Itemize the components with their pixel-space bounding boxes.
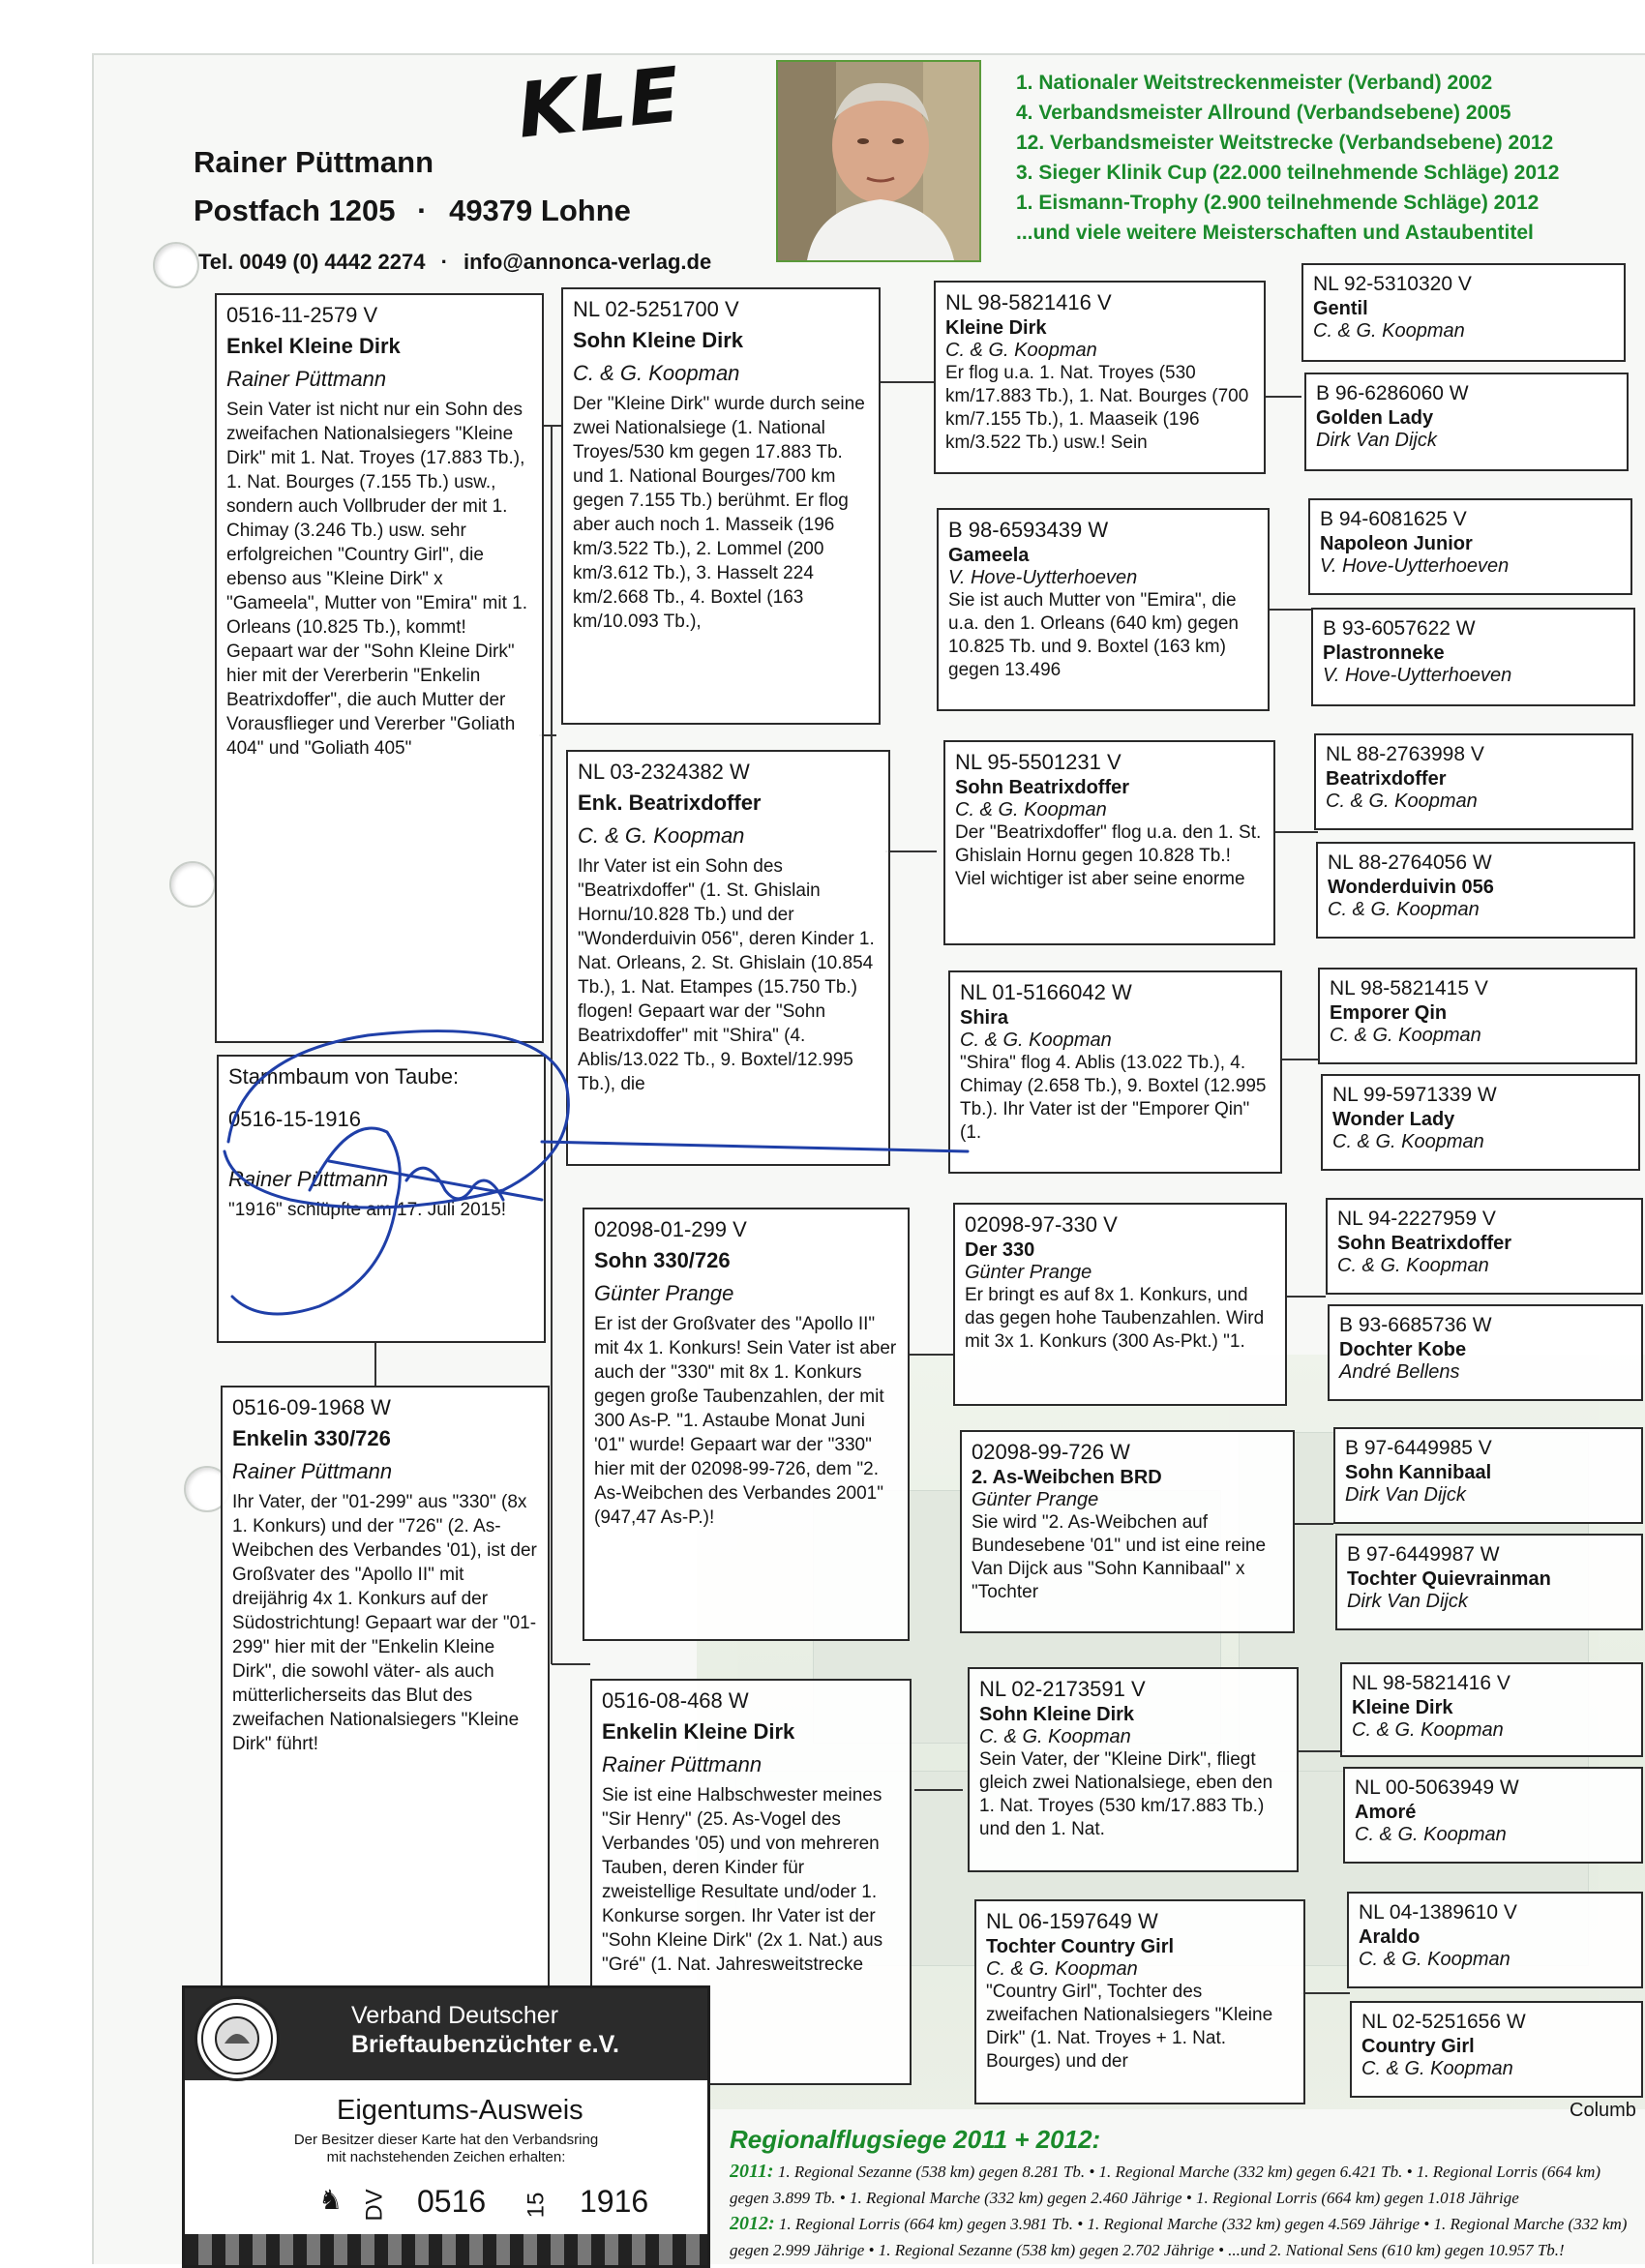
- pigeon-name: Sohn 330/726: [594, 1248, 731, 1272]
- address-postbox: Postfach 1205: [194, 194, 396, 227]
- card-header: [185, 1988, 707, 2080]
- ring-number: 02098-01-299 V: [594, 1217, 747, 1241]
- ring-number: B 93-6057622 W: [1323, 617, 1476, 640]
- breeder-label: C. & G. Koopman: [1326, 791, 1478, 812]
- pigeon-name: Dochter Kobe: [1339, 1339, 1467, 1360]
- pigeon-description: Sie wird "2. As-Weibchen auf Bundesebene '01" und ist eine reine Van Dijck aus "Sohn Kannibaal" x "Tochter: [972, 1512, 1267, 1602]
- pigeon-name: Sohn Kleine Dirk: [573, 328, 744, 352]
- pigeon-name: Der 330: [965, 1239, 1035, 1261]
- pigeon-name: Sohn Kannibaal: [1345, 1462, 1492, 1483]
- pigeon-icon: ♞: [318, 2185, 344, 2215]
- ring-number: NL 06-1597649 W: [986, 1909, 1158, 1933]
- breeder-label: C. & G. Koopman: [1332, 1131, 1484, 1152]
- pigeon-name: Sohn Beatrixdoffer: [1337, 1233, 1512, 1254]
- breeder-label: V. Hove-Uytterhoeven: [948, 567, 1138, 588]
- pigeon-description: Er flog u.a. 1. Nat. Troyes (530 km/17.883 Tb.), 1. Nat. Bourges (700 km/7.155 Tb.), 1. Maaseik (196 km/3.522 Tb.) usw.! Sein: [945, 363, 1249, 453]
- pigeon-name: Enkelin 330/726: [232, 1426, 391, 1450]
- pigeon-description: Er bringt es auf 8x 1. Konkurs, und das gegen hohe Taubenzahlen. Wird mit 3x 1. Konkurs (300 As-Pkt.) "1.: [965, 1285, 1265, 1352]
- pigeon-name: Wonder Lady: [1332, 1109, 1455, 1130]
- handwritten-note: KLE: [513, 51, 686, 156]
- breeder-label: C. & G. Koopman: [573, 361, 740, 385]
- pigeon-name: Enk. Beatrixdoffer: [578, 791, 762, 815]
- ring-number: NL 92-5310320 V: [1313, 273, 1472, 295]
- breeder-label: C. & G. Koopman: [1361, 2058, 1513, 2079]
- breeder-label: C. & G. Koopman: [1337, 1255, 1489, 1276]
- pigeon-name: Sohn Beatrixdoffer: [955, 777, 1130, 798]
- achievement-item: 4. Verbandsmeister Allround (Verbandsebene) 2005: [1016, 102, 1511, 124]
- breeder-label: C. & G. Koopman: [1359, 1949, 1510, 1970]
- ring-number: 0516-08-468 W: [602, 1688, 749, 1713]
- ring-number: 02098-97-330 V: [965, 1212, 1118, 1237]
- pigeon-name: Tochter Country Girl: [986, 1936, 1175, 1957]
- breeder-label: Rainer Püttmann: [602, 1752, 763, 1776]
- pigeon-name: Gentil: [1313, 298, 1368, 319]
- pigeon-description: "Country Girl", Tochter des zweifachen Nationalsiegers "Kleine Dirk" (1. Nat. Troyes + 1. Nat. Bourges) und der: [986, 1982, 1273, 2072]
- ring-number: NL 98-5821415 V: [1330, 977, 1488, 1000]
- address-separator: ·: [417, 194, 428, 227]
- ring-number: NL 99-5971339 W: [1332, 1084, 1497, 1106]
- pigeon-description: Sie ist eine Halbschwester meines "Sir Henry" (25. As-Vogel des Verbandes '05) und von mehreren Tauben, deren Kinder für zweistellige Resultate und/oder 1. Konkurse sorgen. Ihr Vater ist der "Sohn Kleine Dirk" (2x 1. Nat.) aus "Gré" (1. Nat. Jahresweitstrecke: [602, 1785, 883, 1975]
- breeder-label: C. & G. Koopman: [1330, 1025, 1481, 1046]
- contact-separator: ·: [440, 250, 448, 274]
- pigeon-name: Enkel Kleine Dirk: [226, 334, 401, 358]
- pigeon-name: Amoré: [1355, 1802, 1417, 1823]
- pigeon-description: Sein Vater, der "Kleine Dirk", fliegt gleich zwei Nationalsiege, eben den 1. Nat. Troyes (530 km/17.883 Tb.) und den 1. Nat.: [979, 1749, 1273, 1839]
- pedigree-label: Stammbaum von Taube:: [228, 1064, 460, 1089]
- ring-number: B 93-6685736 W: [1339, 1314, 1492, 1336]
- pigeon-name: Wonderduivin 056: [1328, 877, 1494, 898]
- breeder-label: C. & G. Koopman: [1313, 320, 1465, 342]
- regional-wins-line: 2011: 1. Regional Sezanne (538 km) gegen 8.281 Tb. • 1. Regional Marche (332 km) gegen 6.421 Tb. • 1. Regional Lorris (664 km): [730, 2161, 1601, 2182]
- columb-label: Columb: [1570, 2100, 1636, 2121]
- ring-number: NL 02-5251656 W: [1361, 2011, 1526, 2033]
- achievement-item: 12. Verbandsmeister Weitstrecke (Verbandsebene) 2012: [1016, 132, 1554, 154]
- breeder-name: Rainer Püttmann: [194, 145, 434, 179]
- ring-club: 0516: [417, 2184, 487, 2219]
- breeder-label: Günter Prange: [594, 1281, 734, 1305]
- ring-number: 0516-11-2579 V: [226, 303, 378, 327]
- pigeon-name: Beatrixdoffer: [1326, 768, 1447, 790]
- ring-number: NL 88-2763998 V: [1326, 743, 1484, 765]
- breeder-label: Dirk Van Dijck: [1347, 1591, 1468, 1612]
- pigeon-name: Sohn Kleine Dirk: [979, 1704, 1135, 1725]
- breeder-label: Rainer Püttmann: [228, 1167, 389, 1191]
- breeder-label: Rainer Püttmann: [226, 367, 387, 391]
- ring-number: NL 94-2227959 V: [1337, 1208, 1496, 1230]
- ring-number: NL 02-5251700 V: [573, 297, 739, 321]
- pigeon-description: "Shira" flog 4. Ablis (13.022 Tb.), 4. Chimay (2.658 Tb.), 9. Boxtel (12.995 Tb.). Ihr Vater ist der "Emporer Qin" (1.: [960, 1053, 1267, 1143]
- association-logo: [194, 1996, 280, 2081]
- ring-number: B 94-6081625 V: [1320, 508, 1467, 530]
- pigeon-name: Araldo: [1359, 1926, 1421, 1948]
- ring-number: B 98-6593439 W: [948, 518, 1109, 542]
- ownership-card: [182, 1985, 710, 2268]
- breeder-label: V. Hove-Uytterhoeven: [1323, 665, 1512, 686]
- breeder-label: Günter Prange: [965, 1262, 1092, 1283]
- achievement-item: ...und viele weitere Meisterschaften und Astaubentitel: [1016, 222, 1534, 244]
- card-title: Eigentums-Ausweis: [337, 2095, 583, 2126]
- email-address: info@annonca-verlag.de: [464, 250, 712, 274]
- breeder-label: C. & G. Koopman: [1355, 1824, 1507, 1845]
- achievement-item: 1. Nationaler Weitstreckenmeister (Verband) 2002: [1016, 72, 1493, 94]
- pigeon-description: Sie ist auch Mutter von "Emira", die u.a. den 1. Orleans (640 km) gegen 10.825 Tb. und 9. Boxtel (163 km) gegen 13.496: [948, 590, 1239, 680]
- achievement-item: 3. Sieger Klinik Cup (22.000 teilnehmende Schläge) 2012: [1016, 162, 1560, 184]
- card-subtitle-line: mit nachstehenden Zeichen erhalten:: [326, 2149, 566, 2165]
- ring-number: B 96-6286060 W: [1316, 382, 1469, 404]
- pigeon-description: Sein Vater ist nicht nur ein Sohn des zweifachen Nationalsiegers "Kleine Dirk" mit 1. Nat. Troyes (17.883 Tb.), 1. Nat. Bourges (7.155 Tb.) usw., sondern auch Vollbruder der mit 1. Chimay (3.246 Tb.) usw. sehr erfolgreichen "Country Girl", die ebenso aus "Kleine Dirk" x "Gameela", Mutter von "Emira" mit 1. Orleans (10.825 Tb.), kommt! Gepaart war der "Sohn Kleine Dirk" hier mit der Vererberin "Enkelin Beatrixdoffer", die auch Mutter der Vorausflieger und Vererber "Goliath 404" und "Goliath 405": [226, 400, 528, 759]
- regional-wins-line: gegen 3.899 Tb. • 1. Regional Marche (332 km) gegen 2.460 Jährige • 1. Regional Lorris (664 km) gegen 1.018 Jährige: [730, 2189, 1519, 2207]
- association-name-line1: Verband Deutscher: [351, 2002, 559, 2029]
- phone-number: Tel. 0049 (0) 4442 2274: [198, 250, 426, 274]
- ring-dv: DV: [361, 2189, 388, 2222]
- pigeon-description: Ihr Vater, der "01-299" aus "330" (8x 1. Konkurs) und der "726" (2. As-Weibchen des Verbandes '01), ist der Großvater des "Apollo II" mit dreijährig 4x 1. Konkurs auf der Südostrichtung! Gepaart war der "01-299" hier mit der "Enkelin Kleine Dirk", die sowohl väter- als auch mütterlicherseits das Blut des zweifachen Nationalsiegers "Kleine Dirk" führt!: [232, 1492, 537, 1754]
- pigeon-name: Kleine Dirk: [945, 317, 1047, 339]
- ring-serial: 1916: [580, 2184, 649, 2219]
- ring-number: NL 02-2173591 V: [979, 1677, 1146, 1701]
- ring-code: [185, 2178, 707, 2228]
- address-city: 49379 Lohne: [449, 194, 631, 227]
- regional-wins: [730, 2125, 1645, 2263]
- breeder-label: Günter Prange: [972, 1489, 1099, 1510]
- ring-number: NL 98-5821416 V: [1352, 1672, 1510, 1694]
- pigeon-name: Kleine Dirk: [1352, 1697, 1453, 1718]
- breeder-label: Dirk Van Dijck: [1345, 1484, 1466, 1506]
- ring-number: NL 03-2324382 W: [578, 760, 750, 784]
- pigeon-name: Napoleon Junior: [1320, 533, 1473, 554]
- ring-number: B 97-6449985 V: [1345, 1437, 1492, 1459]
- ring-number: 0516-09-1968 W: [232, 1395, 391, 1419]
- pigeon-description: Ihr Vater ist ein Sohn des "Beatrixdoffer" (1. St. Ghislain Hornu/10.828 Tb.) und der "Wonderduivin 056", deren Kinder 1. Nat. Orleans, 2. St. Ghislain (10.854 Tb.), 1. Nat. Etampes (15.750 Tb.) flogen! Gepaart war der "Sohn Beatrixdoffer" mit "Shira" (4. Ablis/13.022 Tb., 9. Boxtel/12.995 Tb.), die: [578, 856, 875, 1094]
- pigeon-name: Plastronneke: [1323, 642, 1445, 664]
- breeder-label: V. Hove-Uytterhoeven: [1320, 555, 1510, 577]
- breeder-label: C. & G. Koopman: [955, 799, 1107, 821]
- pigeon-description: Er ist der Großvater des "Apollo II" mit 4x 1. Konkurs! Sein Vater ist aber auch der "330" mit 8x 1. Konkurs gegen große Taubenzahlen, der mit 300 As-P. "1. Astaube Monat Juni '01" wurde! Gepaart war der "330" hier mit der 02098-99-726, dem "2. As-Weibchen des Verbandes 2001" (947,47 As-P.)!: [594, 1314, 897, 1528]
- breeder-label: C. & G. Koopman: [945, 340, 1097, 361]
- card-subtitle: [185, 2132, 707, 2166]
- breeder-label: Dirk Van Dijck: [1316, 430, 1437, 451]
- card-subtitle-line: Der Besitzer dieser Karte hat den Verbandsring: [293, 2132, 599, 2148]
- card-pattern: [185, 2234, 707, 2265]
- ring-number: NL 01-5166042 W: [960, 980, 1132, 1004]
- breeder-label: C. & G. Koopman: [1352, 1719, 1504, 1741]
- pigeon-description: "1916" schlüpfte am 17. Juli 2015!: [228, 1200, 507, 1220]
- ring-number: NL 98-5821416 V: [945, 290, 1112, 314]
- pigeon-name: Gameela: [948, 545, 1030, 566]
- breeder-label: Rainer Püttmann: [232, 1459, 393, 1483]
- breeder-label: C. & G. Koopman: [979, 1726, 1131, 1747]
- pigeon-name: Golden Lady: [1316, 407, 1434, 429]
- regional-wins-line: 2012: 1. Regional Lorris (664 km) gegen 3.981 Tb. • 1. Regional Marche (332 km) gegen 4.569 Jährige • 1. Regional Marche (332 km): [730, 2213, 1628, 2234]
- ring-number: NL 04-1389610 V: [1359, 1901, 1517, 1924]
- ring-number: 0516-15-1916: [228, 1107, 362, 1131]
- regional-wins-heading: Regionalflugsiege 2011 + 2012:: [730, 2125, 1101, 2154]
- breeder-label: C. & G. Koopman: [1328, 899, 1480, 920]
- pigeon-name: Shira: [960, 1007, 1009, 1029]
- pigeon-name: Tochter Quievrainman: [1347, 1568, 1551, 1590]
- pigeon-name: Enkelin Kleine Dirk: [602, 1719, 795, 1744]
- pigeon-name: 2. As-Weibchen BRD: [972, 1467, 1162, 1488]
- ring-number: NL 95-5501231 V: [955, 750, 1122, 774]
- association-name-line2: Brieftaubenzüchter e.V.: [351, 2031, 619, 2058]
- ring-year: 15: [523, 2192, 550, 2219]
- pigeon-name: Country Girl: [1361, 2036, 1475, 2057]
- breeder-label: C. & G. Koopman: [960, 1030, 1112, 1051]
- breeder-label: C. & G. Koopman: [578, 823, 745, 848]
- pigeon-description: Der "Beatrixdoffer" flog u.a. den 1. St. Ghislain Hornu gegen 10.828 Tb.! Viel wichtiger ist aber seine enorme: [955, 822, 1262, 889]
- ring-number: NL 00-5063949 W: [1355, 1776, 1519, 1799]
- ring-number: 02098-99-726 W: [972, 1440, 1130, 1464]
- ring-number: B 97-6449987 W: [1347, 1543, 1500, 1566]
- pigeon-description: Der "Kleine Dirk" wurde durch seine zwei Nationalsiege (1. National Troyes/530 km gegen 17.883 Tb. und 1. National Bourges/700 km gegen 7.155 Tb.) berühmt. Er flog aber auch noch 1. Masseik (196 km/3.522 Tb.), 2. Lommel (200 km/3.612 Tb.), 3. Hasselt 224 km/2.668 Tb., 4. Boxtel (163 km/10.093 Tb.),: [573, 394, 865, 632]
- breeder-label: André Bellens: [1339, 1361, 1460, 1383]
- regional-wins-line: gegen 2.999 Jährige • 1. Regional Sezanne (538 km) gegen 2.702 Jährige • ...und 2. National Sens (610 km) gegen 10.957 Tb.!: [730, 2241, 1565, 2259]
- breeder-label: C. & G. Koopman: [986, 1958, 1138, 1980]
- pigeon-name: Emporer Qin: [1330, 1002, 1448, 1024]
- ring-number: NL 88-2764056 W: [1328, 851, 1492, 874]
- achievement-item: 1. Eismann-Trophy (2.900 teilnehmende Schläge) 2012: [1016, 192, 1540, 214]
